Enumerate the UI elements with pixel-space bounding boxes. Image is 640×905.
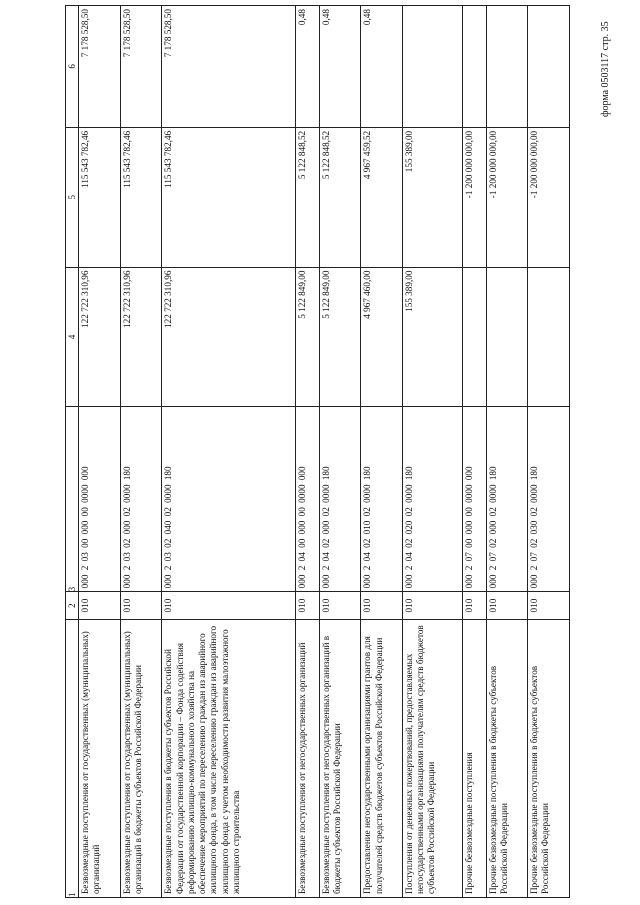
report-table-area [65, 5, 570, 898]
line-code: 010 [296, 592, 319, 619]
unexecuted-amount [528, 6, 570, 128]
column-number: 6 [66, 6, 79, 128]
approved-amount [528, 267, 570, 407]
unexecuted-amount: 0,48 [296, 6, 319, 128]
line-code: 010 [361, 592, 403, 619]
budget-classification-code: 000 2 03 02 040 02 0000 180 [162, 407, 296, 592]
executed-amount: -1 200 000 000,00 [528, 127, 570, 267]
table-row [319, 6, 361, 898]
approved-amount: 122 722 310,96 [162, 267, 296, 407]
unexecuted-amount: 0,48 [319, 6, 361, 128]
line-code: 010 [319, 592, 361, 619]
unexecuted-amount [403, 6, 463, 128]
column-number: 5 [66, 127, 79, 267]
executed-amount: 4 967 459,52 [361, 127, 403, 267]
unexecuted-amount [463, 6, 486, 128]
unexecuted-amount: 7 178 528,50 [120, 6, 162, 128]
unexecuted-amount: 7 178 528,50 [162, 6, 296, 128]
budget-classification-code: 000 2 03 00 000 00 0000 000 [79, 407, 121, 592]
column-number: 1 [66, 619, 79, 897]
line-code: 010 [463, 592, 486, 619]
row-name: Безвозмездные поступления от негосударственных организаций [296, 619, 319, 897]
approved-amount: 122 722 310,96 [79, 267, 121, 407]
executed-amount: -1 200 000 000,00 [463, 127, 486, 267]
rotated-table-container [65, 5, 570, 898]
line-code: 010 [162, 592, 296, 619]
budget-classification-code: 000 2 07 02 030 02 0000 180 [528, 407, 570, 592]
column-number: 2 [66, 592, 79, 619]
row-name: Поступления от денежных пожертвований, предоставляемых негосударственными организациями получателям средств бюджетов субъектов Российской Федерации [403, 619, 463, 897]
row-name: Безвозмездные поступления в бюджеты субъектов Российской Федерации от государственной корпорации – Фонда содействия реформированию жилищно-коммунального хозяйства на обеспечение мероприятий по переселению граждан из аварийного жилищного фонда, в том числе переселению граждан из аварийного жилищного фонда с учетом необходимости развития малоэтажного жилищного строительства [162, 619, 296, 897]
line-code: 010 [528, 592, 570, 619]
income-table [65, 5, 570, 898]
table-row [463, 6, 486, 898]
executed-amount: 5 122 848,52 [296, 127, 319, 267]
line-code: 010 [79, 592, 121, 619]
executed-amount: 5 122 848,52 [319, 127, 361, 267]
row-name: Безвозмездные поступления от негосударственных организаций в бюджеты субъектов Российской Федерации [319, 619, 361, 897]
table-row [486, 6, 528, 898]
approved-amount: 5 122 849,00 [296, 267, 319, 407]
unexecuted-amount [486, 6, 528, 128]
table-row [403, 6, 463, 898]
budget-classification-code: 000 2 04 02 020 02 0000 180 [403, 407, 463, 592]
executed-amount: 115 543 782,46 [162, 127, 296, 267]
form-reference: форма 0503117 стр. 35 [600, 21, 611, 117]
row-name: Прочие безвозмездные поступления в бюджеты субъектов Российской Федерации [528, 619, 570, 897]
table-row [79, 6, 121, 898]
column-number-row [66, 6, 79, 898]
table-row [361, 6, 403, 898]
column-number: 3 [66, 407, 79, 592]
line-code: 010 [486, 592, 528, 619]
table-row [296, 6, 319, 898]
approved-amount: 4 967 460,00 [361, 267, 403, 407]
budget-classification-code: 000 2 04 02 000 02 0000 180 [319, 407, 361, 592]
approved-amount [463, 267, 486, 407]
row-name: Безвозмездные поступления от государственных (муниципальных) организаций [79, 619, 121, 897]
row-name: Прочие безвозмездные поступления в бюджеты субъектов Российской Федерации [486, 619, 528, 897]
table-row [120, 6, 162, 898]
table-row [528, 6, 570, 898]
budget-classification-code: 000 2 07 02 000 02 0000 180 [486, 407, 528, 592]
column-number: 4 [66, 267, 79, 407]
row-name: Предоставление негосударственными организациями грантов для получателей средств бюджетов субъектов Российской Федерации [361, 619, 403, 897]
row-name: Безвозмездные поступления от государственных (муниципальных) организаций в бюджеты субъектов Российской Федерации [120, 619, 162, 897]
executed-amount: 155 389,00 [403, 127, 463, 267]
row-name: Прочие безвозмездные поступления [463, 619, 486, 897]
unexecuted-amount: 0,48 [361, 6, 403, 128]
budget-classification-code: 000 2 07 00 000 00 0000 000 [463, 407, 486, 592]
budget-classification-code: 000 2 04 00 000 00 0000 000 [296, 407, 319, 592]
executed-amount: -1 200 000 000,00 [486, 127, 528, 267]
line-code: 010 [120, 592, 162, 619]
budget-classification-code: 000 2 04 02 010 02 0000 180 [361, 407, 403, 592]
approved-amount: 155 389,00 [403, 267, 463, 407]
approved-amount: 122 722 310,96 [120, 267, 162, 407]
executed-amount: 115 543 782,46 [79, 127, 121, 267]
approved-amount [486, 267, 528, 407]
table-row [162, 6, 296, 898]
approved-amount: 5 122 849,00 [319, 267, 361, 407]
line-code: 010 [403, 592, 463, 619]
unexecuted-amount: 7 178 528,50 [79, 6, 121, 128]
budget-classification-code: 000 2 03 02 000 02 0000 180 [120, 407, 162, 592]
executed-amount: 115 543 782,46 [120, 127, 162, 267]
